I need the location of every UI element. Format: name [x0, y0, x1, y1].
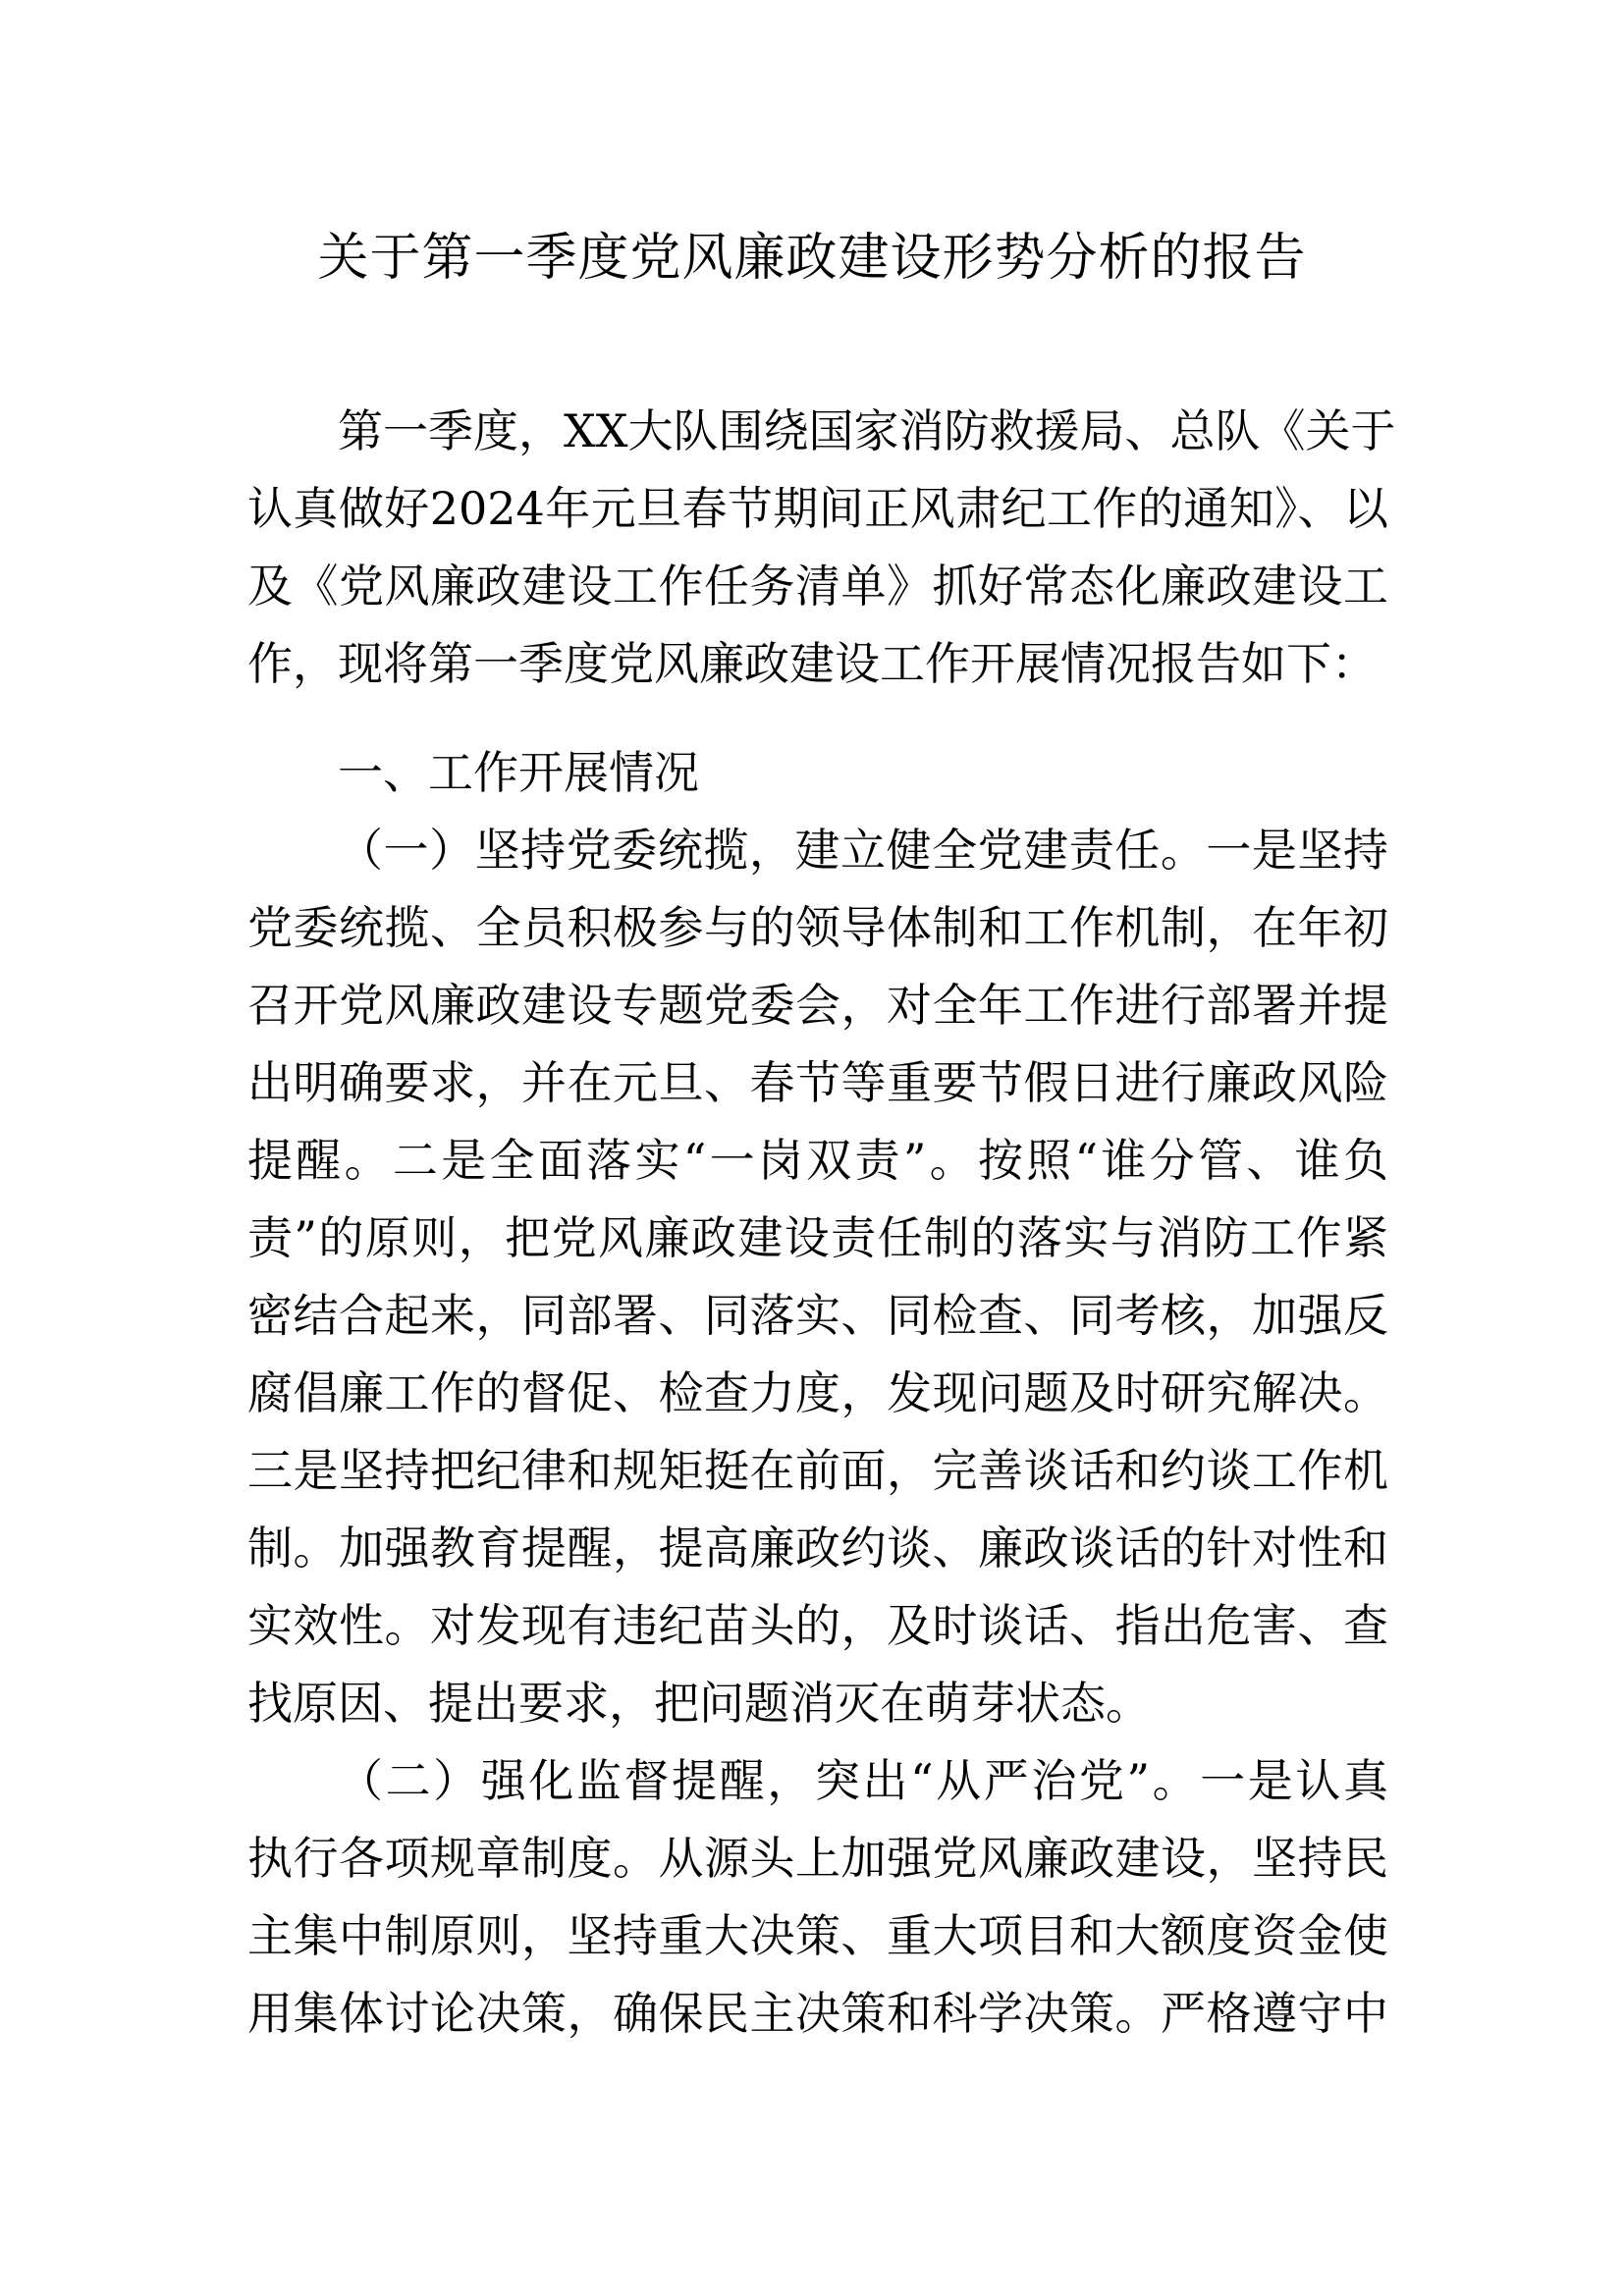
paragraph-line: 第一季度，XX大队围绕国家消防救援局、总队《关于: [338, 404, 1396, 457]
paragraph-line: 找原因、提出要求，把问题消灭在萌芽状态。: [247, 1677, 1151, 1730]
paragraph-line: 作，现将第一季度党风廉政建设工作开展情况报告如下：: [247, 637, 1377, 690]
paragraph-line: 执行各项规章制度。从源头上加强党风廉政建设，坚持民: [247, 1832, 1388, 1885]
paragraph-line: 主集中制原则，坚持重大决策、重大项目和大额度资金使: [247, 1909, 1388, 1962]
document-title: 关于第一季度党风廉政建设形势分析的报告: [317, 230, 1307, 287]
paragraph-line: 三是坚持把纪律和规矩挺在前面，完善谈话和约谈工作机: [247, 1444, 1388, 1497]
paragraph-line: 制。加强教育提醒，提高廉政约谈、廉政谈话的针对性和: [247, 1522, 1388, 1575]
paragraph-line: 召开党风廉政建设专题党委会，对全年工作进行部署并提: [247, 979, 1388, 1032]
paragraph-line: 及《党风廉政建设工作任务清单》抓好常态化廉政建设工: [247, 560, 1388, 613]
paragraph-line: 出明确要求，并在元旦、春节等重要节假日进行廉政风险: [247, 1056, 1388, 1109]
paragraph-line: 责”的原则，把党风廉政建设责任制的落实与消防工作紧: [247, 1211, 1388, 1264]
paragraph-line: 认真做好2024年元旦春节期间正风肃纪工作的通知》、以: [247, 482, 1388, 535]
paragraph-line: 用集体讨论决策，确保民主决策和科学决策。严格遵守中: [247, 1987, 1388, 2040]
paragraph-line: 腐倡廉工作的督促、检查力度，发现问题及时研究解决。: [247, 1366, 1388, 1419]
subsection-heading-line: （一）坚持党委统揽，建立健全党建责任。一是坚持: [338, 824, 1388, 877]
document-body: [247, 393, 1396, 2053]
paragraph-line: 密结合起来，同部署、同落实、同检查、同考核，加强反: [247, 1289, 1388, 1342]
paragraph-line: 党委统揽、全员积极参与的领导体制和工作机制，在年初: [247, 901, 1388, 954]
paragraph-line: 提醒。二是全面落实“一岗双责”。按照“谁分管、谁负: [247, 1134, 1388, 1187]
subsection-heading-line: （二）强化监督提醒，突出“从严治党”。一是认真: [338, 1754, 1388, 1807]
paragraph-line: 实效性。对发现有违纪苗头的，及时谈话、指出危害、查: [247, 1599, 1388, 1652]
section-heading: 一、工作开展情况: [338, 746, 699, 799]
